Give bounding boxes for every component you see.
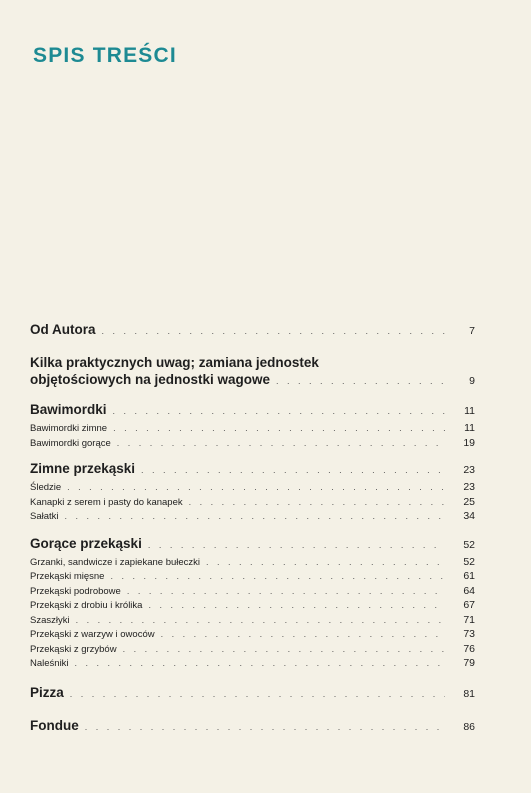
toc-subentry[interactable] (30, 628, 475, 643)
toc-entry-label: Gorące przekąski (30, 535, 142, 551)
toc-entry-label: Fondue (30, 717, 79, 733)
dot-leader (102, 326, 446, 336)
toc-subentry-label: Przekąski podrobowe (30, 585, 121, 597)
toc-page-number: 79 (463, 657, 475, 669)
toc-page-number: 52 (463, 538, 475, 551)
dot-leader (117, 438, 445, 448)
dot-leader (75, 658, 445, 668)
dot-leader (161, 629, 445, 639)
toc-page-number: 11 (464, 422, 475, 434)
toc-entry-label: Pizza (30, 684, 64, 700)
page-title: SPIS TREŚCI (33, 44, 177, 67)
toc-subentry[interactable] (30, 657, 475, 672)
dot-leader (141, 465, 445, 475)
dot-leader (276, 376, 445, 386)
toc-page-number: 52 (463, 555, 475, 568)
dot-leader (127, 586, 445, 596)
toc-subentry-label: Przekąski mięsne (30, 571, 105, 582)
dot-leader (148, 600, 445, 610)
toc-subentry-label: Przekąski z drobiu i królika (30, 600, 143, 611)
toc-page-number: 81 (463, 687, 475, 700)
toc-page-number: 71 (463, 613, 475, 626)
dot-leader (148, 540, 445, 550)
toc-page-number: 64 (463, 584, 475, 597)
toc-entry-fondue[interactable] (30, 718, 475, 738)
toc-entry-pizza[interactable] (30, 685, 475, 705)
dot-leader (113, 423, 445, 433)
toc-page-number: 23 (463, 481, 475, 493)
toc-page-number: 25 (463, 495, 475, 508)
toc-page-number: 76 (463, 642, 475, 655)
toc-entry-kilka-uwag[interactable] (30, 353, 475, 390)
toc-subentry[interactable] (30, 437, 475, 452)
toc-subentry[interactable] (30, 643, 475, 658)
dot-leader (70, 689, 445, 699)
dot-leader (67, 482, 445, 492)
toc-page-number: 67 (463, 599, 475, 611)
toc-page-number: 73 (463, 628, 475, 640)
toc-entry-zimne-przekaski[interactable] (30, 461, 475, 481)
toc-page-number: 19 (463, 436, 475, 449)
toc-subentry-label: Bawimordki gorące (30, 437, 111, 449)
toc-subentry-label: Naleśniki (30, 658, 69, 669)
toc-subentry-label: Przekąski z warzyw i owoców (30, 629, 155, 640)
dot-leader (76, 615, 445, 625)
toc-subentry[interactable] (30, 599, 475, 614)
toc-page-number: 34 (463, 510, 475, 522)
toc-subentry-label: Bawimordki zimne (30, 423, 108, 434)
toc-page-number: 61 (463, 570, 475, 582)
toc-page-number: 11 (464, 405, 475, 417)
toc-subentry[interactable] (30, 496, 475, 511)
dot-leader (123, 644, 445, 654)
toc-subentry[interactable] (30, 570, 475, 585)
toc-subentry[interactable] (30, 481, 475, 496)
toc-entry-od-autora[interactable] (30, 322, 475, 342)
toc-entry-label-line2: objętościowych na jednostki wagowe (30, 372, 271, 387)
toc-subentry[interactable] (30, 510, 475, 525)
toc-subentry-label: Śledzie (30, 482, 62, 493)
toc-page-number: 23 (463, 464, 475, 476)
toc-subentry-label: Przekąski z grzybów (30, 643, 117, 655)
toc-subentry-label: Sałatki (30, 511, 59, 522)
toc-subentry-label: Szaszłyki (30, 614, 70, 626)
toc-entry-label: Od Autora (30, 322, 96, 337)
toc-subentry-label: Grzanki, sandwicze i zapiekane bułeczki (30, 556, 201, 568)
dot-leader (85, 722, 445, 732)
table-of-contents (30, 320, 475, 738)
toc-subentry[interactable] (30, 585, 475, 600)
dot-leader (65, 511, 445, 521)
toc-entry-bawimordki[interactable] (30, 402, 475, 422)
dot-leader (206, 557, 445, 567)
toc-entry-label-line1: Kilka praktycznych uwag; zamiana jednostek (30, 355, 319, 370)
toc-page-number: 7 (469, 325, 475, 337)
toc-subentry-label: Kanapki z serem i pasty do kanapek (30, 496, 183, 508)
toc-subentry[interactable] (30, 422, 475, 437)
toc-subentry[interactable] (30, 614, 475, 629)
toc-subentry[interactable] (30, 556, 475, 571)
toc-entry-label: Bawimordki (30, 402, 107, 417)
dot-leader (113, 406, 445, 416)
toc-entry-label: Zimne przekąski (30, 461, 136, 476)
toc-page-number: 9 (469, 375, 475, 387)
dot-leader (189, 497, 445, 507)
toc-entry-gorace-przekaski[interactable] (30, 536, 475, 556)
toc-page-number: 86 (463, 720, 475, 733)
dot-leader (110, 571, 445, 581)
